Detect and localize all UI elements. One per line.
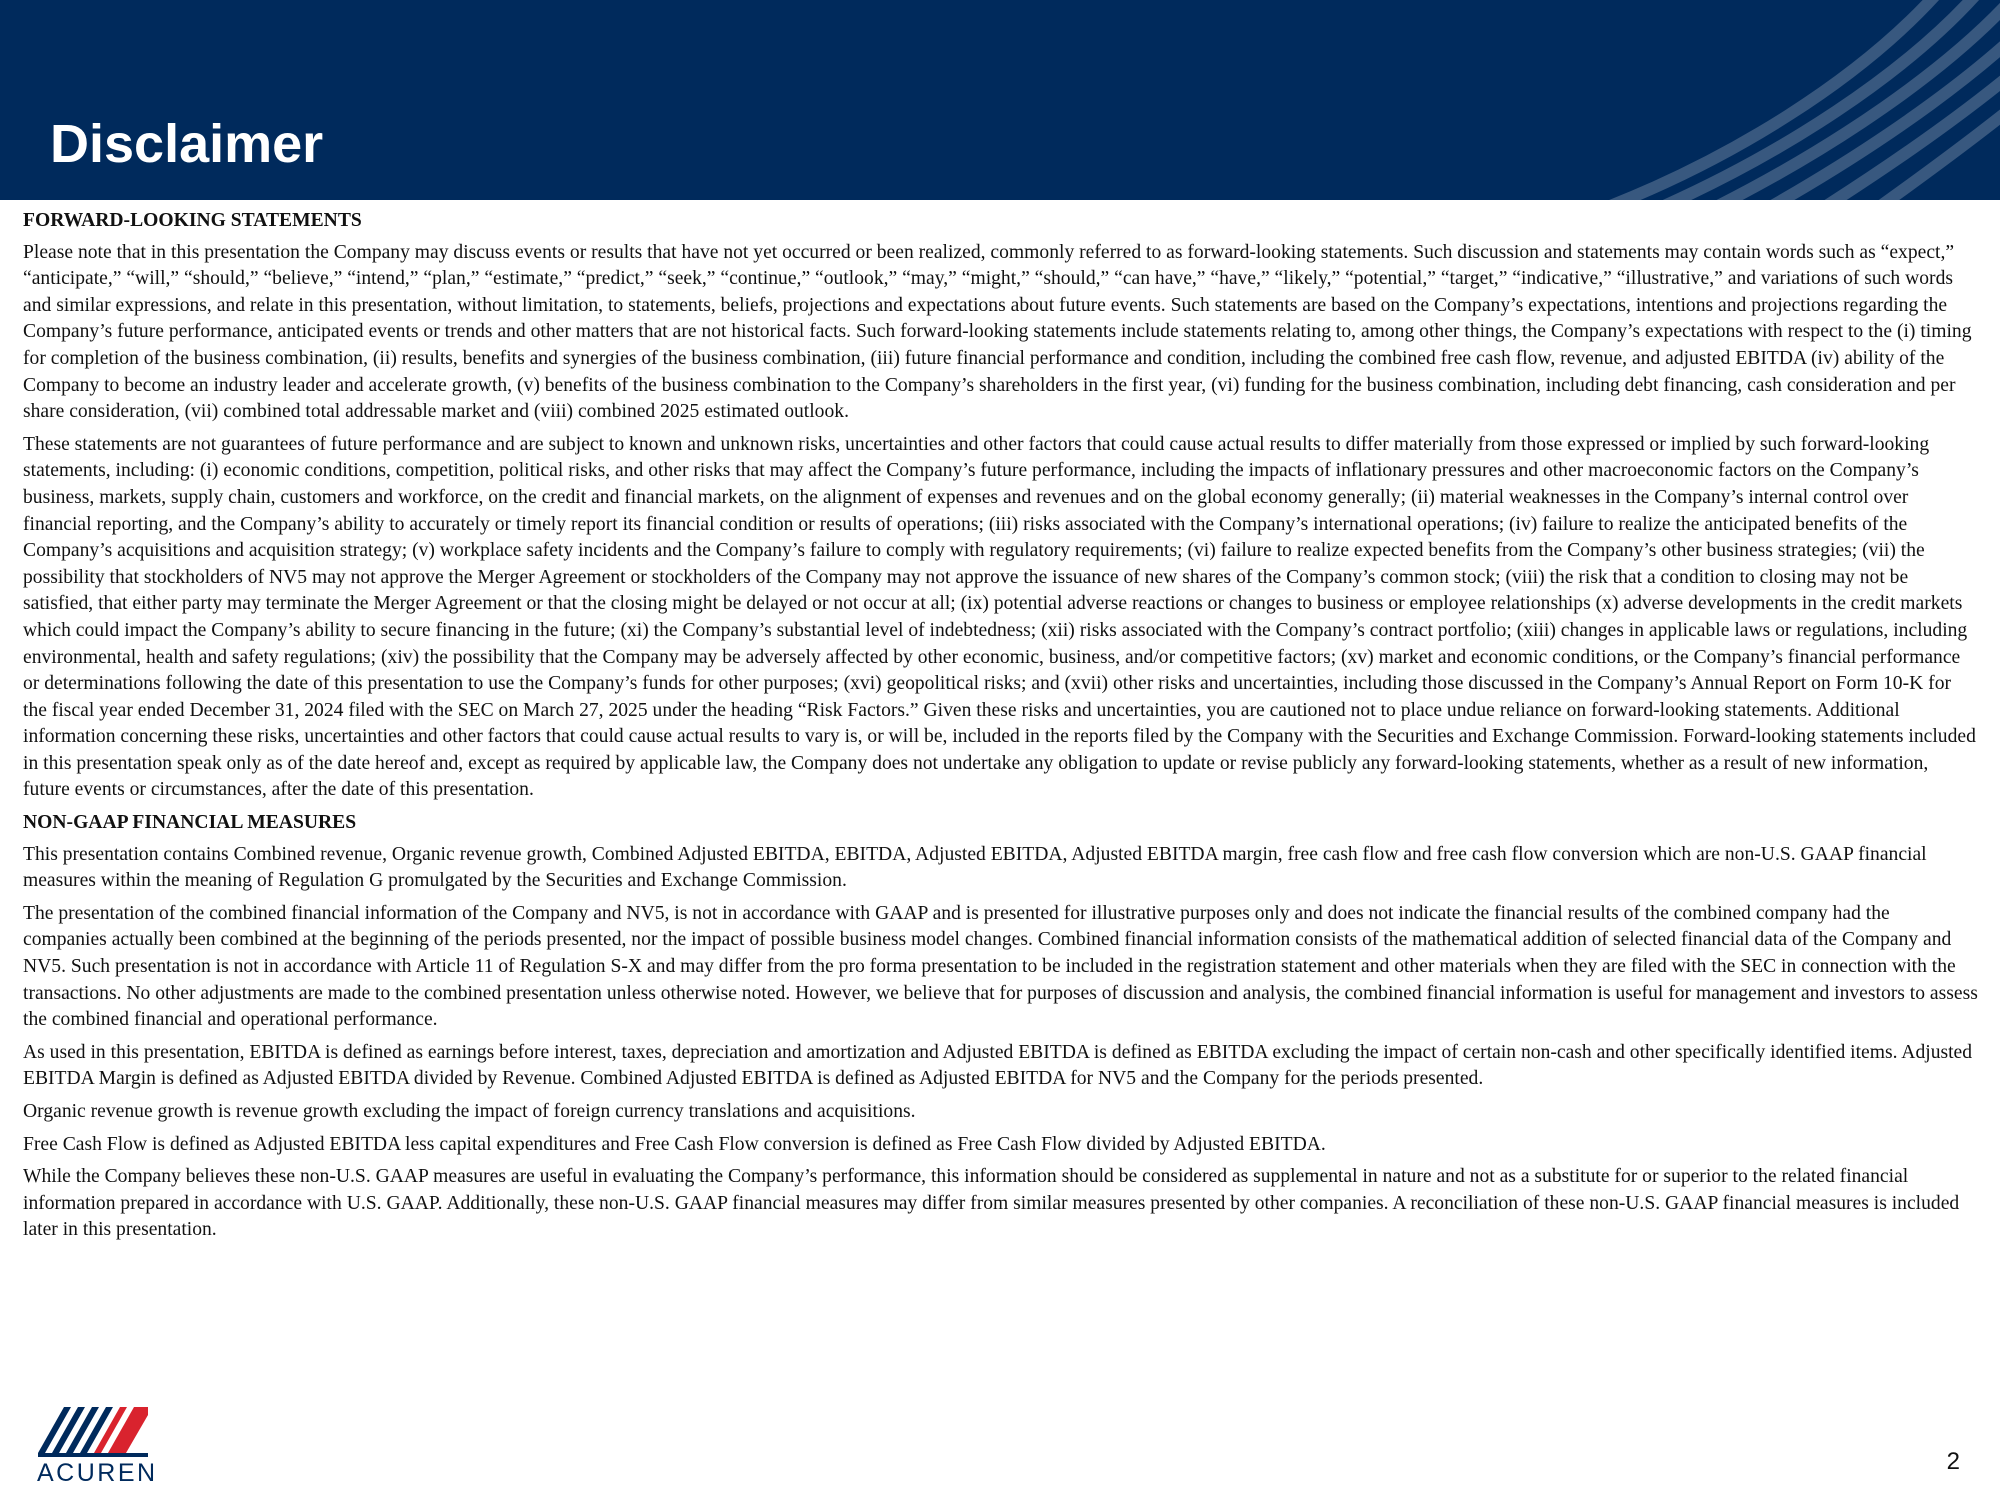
decorative-swoosh-graphic <box>1560 0 2000 200</box>
forward-looking-paragraph-1: Please note that in this presentation the Company may discuss events or results that have not yet occurred or been realized, commonly referred to as forward-looking statements. Such discussion and statements may contain words such as “expect,” “anticipate,” “will,” “should,” “believe,” “intend,” “plan,” “estimate,” “predict,” “seek,” “continue,” “outlook,” “may,” “might,” “should,” “can have,” “have,” “likely,” “potential,” “target,” “indicative,” “illustrative,” and variations of such words and similar expressions, and relate in this presentation, without limitation, to statements, beliefs, projections and expectations about future events. Such statements are based on the Company’s expectations, intentions and projections regarding the Company’s future performance, anticipated events or trends and other matters that are not historical facts. Such forward-looking statements include statements relating to, among other things, the Company’s expectations with respect to the (i) timing for completion of the business combination, (ii) results, benefits and synergies of the business combination, (iii) future financial performance and condition, including the combined free cash flow, revenue, and adjusted EBITDA (iv) ability of the Company to become an industry leader and accelerate growth, (v) benefits of the business combination to the Company’s shareholders in the first year, (vi) funding for the business combination, including debt financing, cash consideration and per share consideration, (vii) combined total addressable market and (viii) combined 2025 estimated outlook. <box>23 241 1972 423</box>
forward-looking-paragraph-2: These statements are not guarantees of future performance and are subject to known and unknown risks, uncertainties and other factors that could cause actual results to differ materially from those expressed or implied by such forward-looking statements, including: (i) economic conditions, competition, political risks, and other risks that may affect the Company’s future performance, including the impacts of inflationary pressures and other macroeconomic factors on the Company’s business, markets, supply chain, customers and workforce, on the credit and financial markets, on the alignment of expenses and revenues and on the global economy generally; (ii) material weaknesses in the Company’s internal control over financial reporting, and the Company’s ability to accurately or timely report its financial condition or results of operations; (iii) risks associated with the Company’s international operations; (iv) failure to realize the anticipated benefits of the Company’s acquisitions and acquisition strategy; (v) workplace safety incidents and the Company’s failure to comply with regulatory requirements; (vi) failure to realize expected benefits from the Company’s other business strategies; (vii) the possibility that stockholders of NV5 may not approve the Merger Agreement or stockholders of the Company may not approve the issuance of new shares of the Company’s common stock; (viii) the risk that a condition to closing may not be satisfied, that either party may terminate the Merger Agreement or that the closing might be delayed or not occur at all; (ix) potential adverse reactions or changes to business or employee relationships (x) adverse developments in the credit markets which could impact the Company’s ability to secure financing in the future; (xi) the Company’s substantial level of indebtedness; (xii) risks associated with the Company’s contract portfolio; (xiii) changes in applicable laws or regulations, including environmental, health and safety regulations; (xiv) the possibility that the Company may be adversely affected by other economic, business, and/or competitive factors; (xv) market and economic conditions, or the Company’s financial performance or determinations following the date of this presentation to use the Company’s funds for other purposes; (xvi) geopolitical risks; and (xvii) other risks and uncertainties, including those discussed in the Company’s Annual Report on Form 10-K for the fiscal year ended December 31, 2024 filed with the SEC on March 27, 2025 under the heading “Risk Factors.” Given these risks and uncertainties, you are cautioned not to place undue reliance on forward-looking statements. Additional information concerning these risks, uncertainties and other factors that could cause actual results to vary is, or will be, included in the reports filed by the Company with the Securities and Exchange Commission. Forward-looking statements included in this presentation speak only as of the date hereof and, except as required by applicable law, the Company does not undertake any obligation to update or revise publicly any forward-looking statements, whether as a result of new information, future events or circumstances, after the date of this presentation. <box>23 433 1976 801</box>
non-gaap-paragraph-6: While the Company believes these non-U.S. GAAP measures are useful in evaluating the Company’s performance, this information should be considered as supplemental in nature and not as a substitute for or superior to the related financial information prepared in accordance with U.S. GAAP. Additionally, these non-U.S. GAAP financial measures may differ from similar measures presented by other companies. A reconciliation of these non-U.S. GAAP financial measures is included later in this presentation. <box>23 1166 1960 1241</box>
non-gaap-paragraph-1: This presentation contains Combined revenue, Organic revenue growth, Combined Adjusted EBITDA, EBITDA, Adjusted EBITDA, Adjusted EBITDA margin, free cash flow and free cash flow conversion which are non-U.S. GAAP financial measures within the meaning of Regulation G promulgated by the Securities and Exchange Commission. <box>23 843 1927 892</box>
forward-looking-heading: FORWARD-LOOKING STATEMENTS <box>23 210 362 231</box>
non-gaap-paragraph-4: Organic revenue growth is revenue growth excluding the impact of foreign currency translations and acquisitions. <box>23 1101 916 1122</box>
non-gaap-heading: NON-GAAP FINANCIAL MEASURES <box>23 812 357 834</box>
disclaimer-body <box>23 208 1978 1250</box>
non-gaap-paragraph-2: The presentation of the combined financial information of the Company and NV5, is not in accordance with GAAP and is presented for illustrative purposes only and does not indicate the financial results of the combined company had the companies actually been combined at the beginning of the periods presented, nor the impact of possible business model changes. Combined financial information consists of the mathematical addition of selected financial data of the Company and NV5. Such presentation is not in accordance with Article 11 of Regulation S-X and may differ from the pro forma presentation to be included in the registration statement and other materials when they are filed with the SEC in connection with the transactions. No other adjustments are made to the combined presentation unless otherwise noted. However, we believe that for purposes of discussion and analysis, the combined financial information is useful for management and investors to assess the combined financial and operational performance. <box>23 902 1978 1031</box>
non-gaap-paragraph-3: As used in this presentation, EBITDA is defined as earnings before interest, taxes, depreciation and amortization and Adjusted EBITDA is defined as EBITDA excluding the impact of certain non-cash and other specifically identified items. Adjusted EBITDA Margin is defined as Adjusted EBITDA divided by Revenue. Combined Adjusted EBITDA is defined as Adjusted EBITDA for NV5 and the Company for the periods presented. <box>23 1041 1973 1090</box>
non-gaap-paragraph-5: Free Cash Flow is defined as Adjusted EBITDA less capital expenditures and Free Cash Flow conversion is defined as Free Cash Flow divided by Adjusted EBITDA. <box>23 1133 1326 1155</box>
page-title: Disclaimer <box>50 114 324 174</box>
slide-header <box>0 0 2000 200</box>
logo-wordmark: ACUREN <box>37 1459 158 1487</box>
page-number: 2 <box>1946 1448 1960 1475</box>
